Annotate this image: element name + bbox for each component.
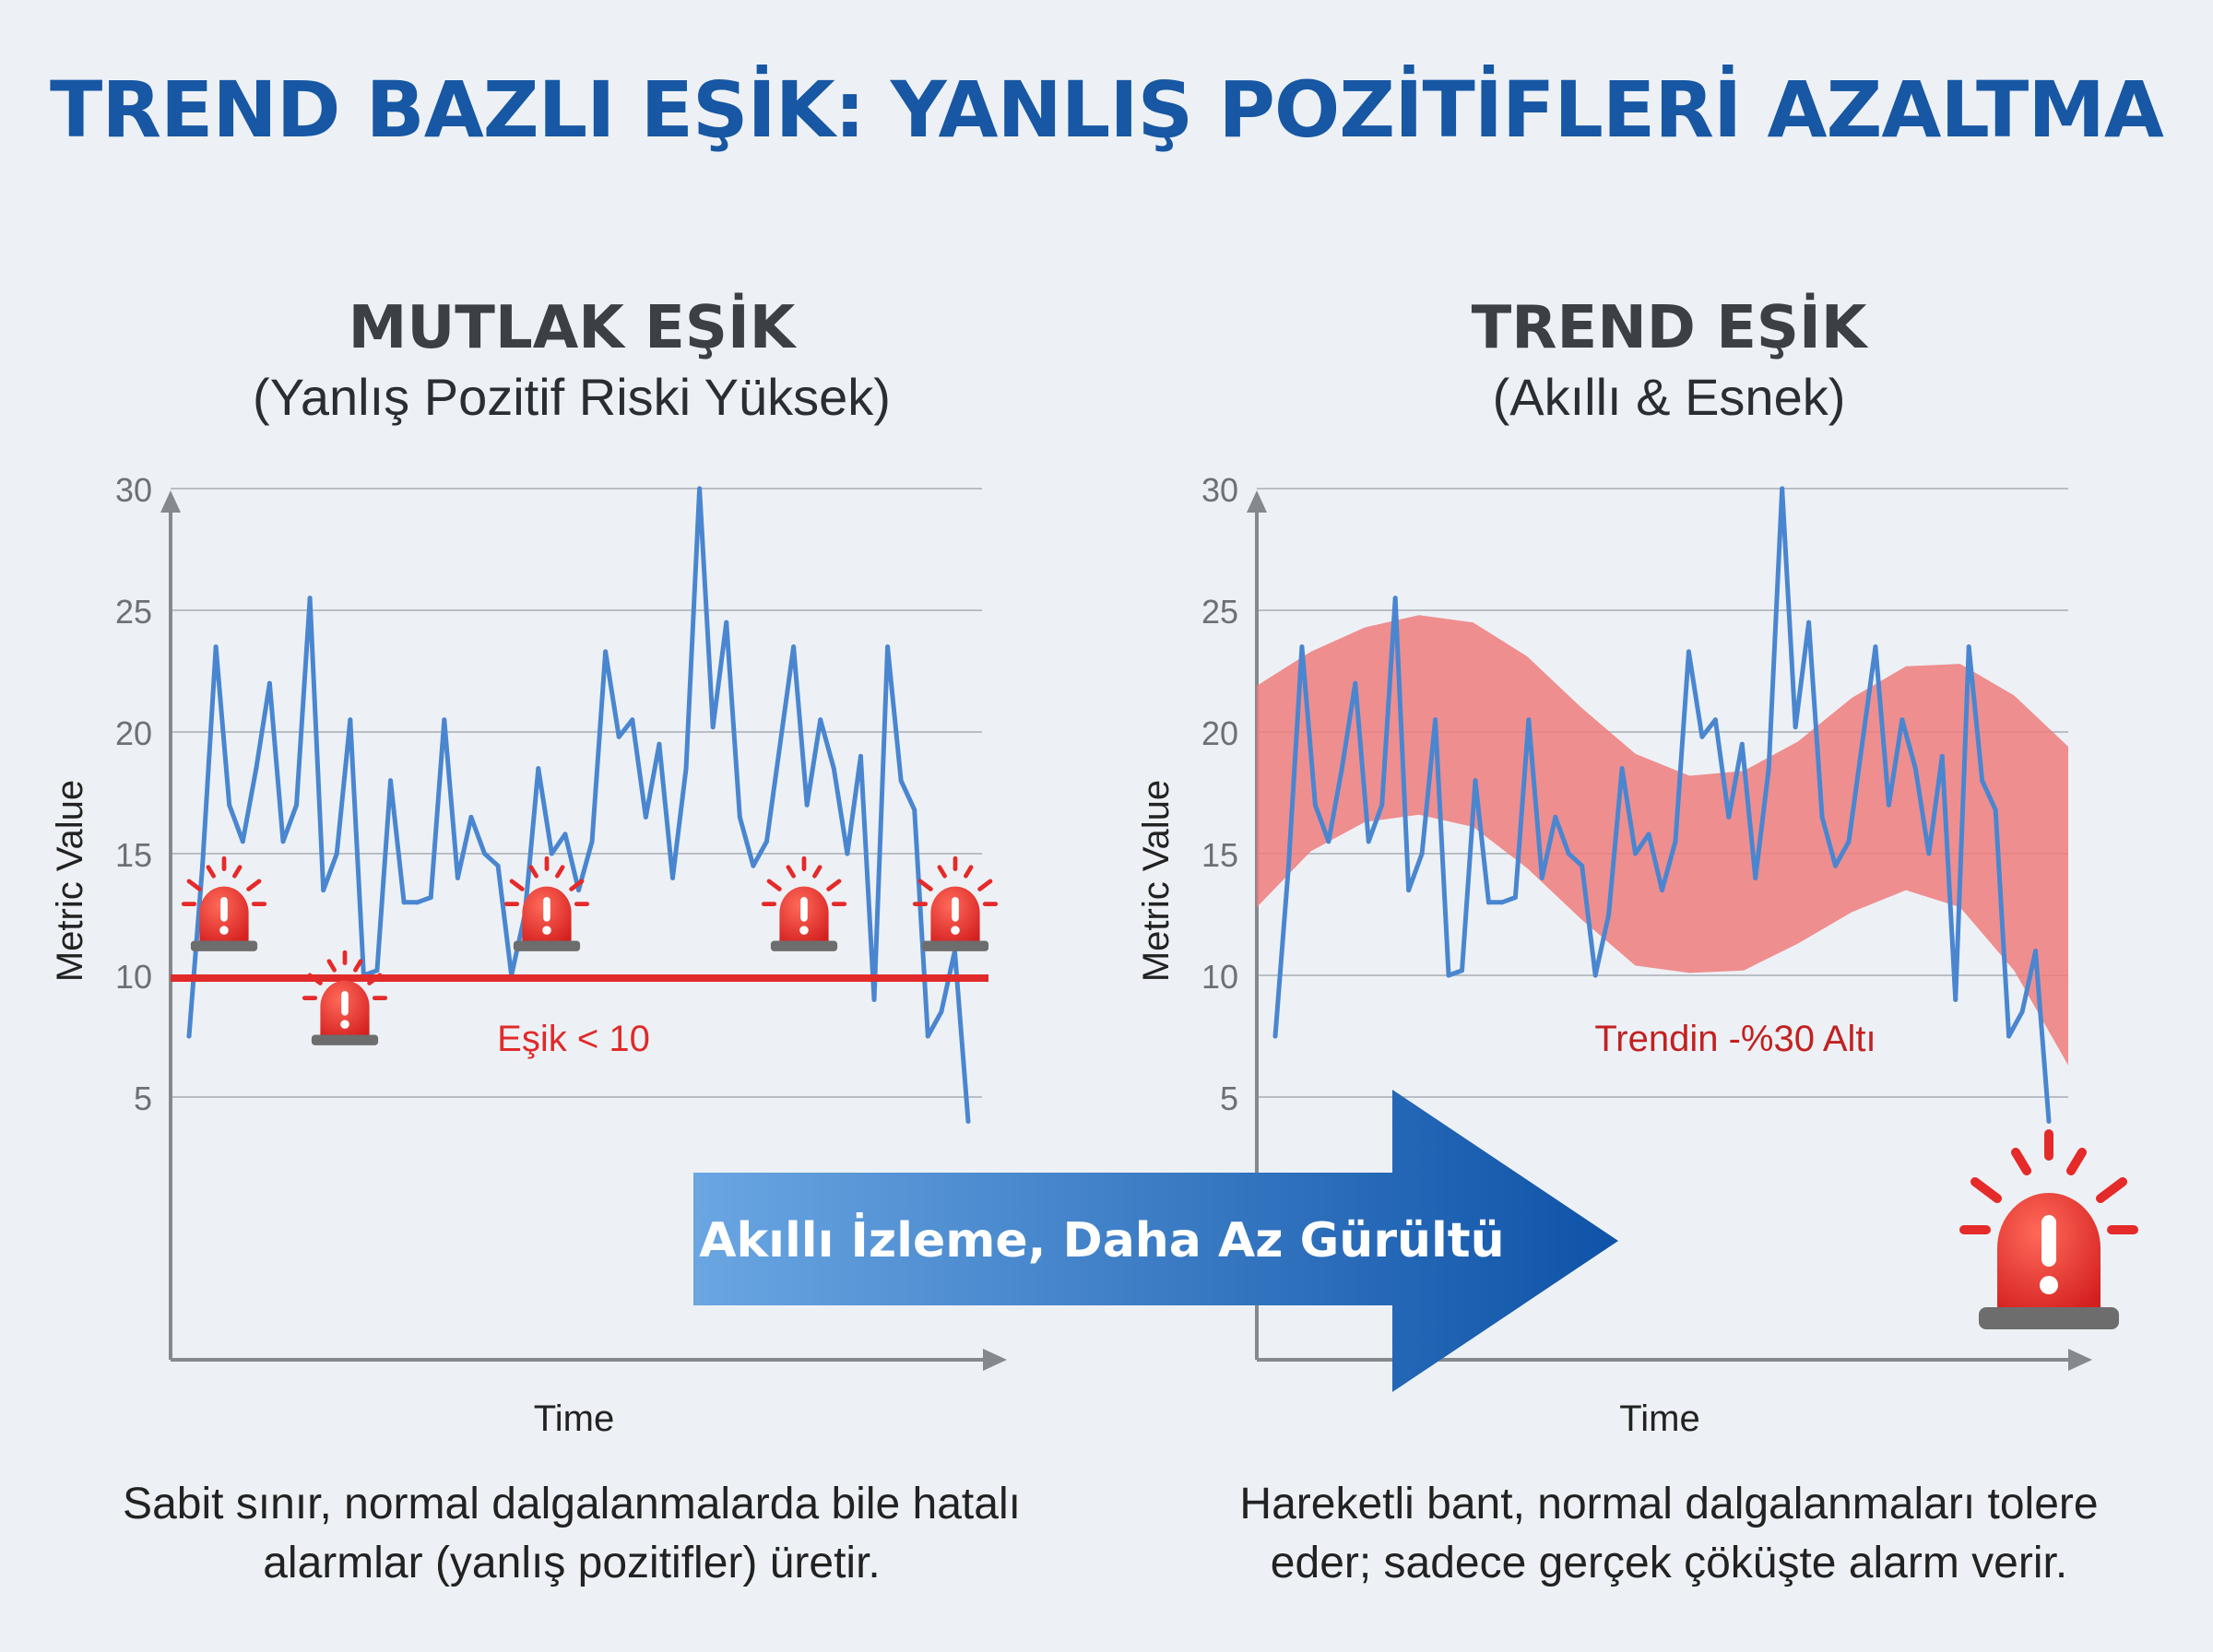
data-point <box>738 815 742 820</box>
right-panel-subtitle: (Akıllı & Esnek) <box>1492 368 1846 426</box>
data-point <box>2047 1119 2052 1124</box>
data-point <box>1673 839 1677 844</box>
y-tick-label: 10 <box>1201 958 1238 996</box>
data-point <box>617 735 621 739</box>
y-axis-label: Metric Value <box>1136 779 1177 983</box>
alarm-ray <box>557 867 562 877</box>
alarm-base <box>922 941 988 951</box>
alarm-base <box>514 941 580 951</box>
data-point <box>388 778 393 783</box>
data-point <box>1633 852 1638 856</box>
data-point <box>550 852 554 856</box>
data-point <box>1447 974 1451 978</box>
data-point <box>657 742 661 747</box>
data-point <box>402 900 407 904</box>
data-point <box>2033 949 2038 953</box>
alarm-exclamation <box>543 897 550 922</box>
data-point <box>241 839 245 844</box>
data-point <box>1326 839 1331 844</box>
data-point <box>1606 913 1611 917</box>
data-point <box>415 900 420 904</box>
right-panel-title: TREND EŞİK <box>1471 294 1867 362</box>
y-tick-label: 10 <box>114 958 152 996</box>
alarm-ray <box>829 881 839 890</box>
data-point <box>1887 803 1891 808</box>
alarm-ray <box>355 962 361 971</box>
data-point <box>724 620 728 625</box>
y-tick-label: 5 <box>133 1080 152 1117</box>
alarm-siren-icon <box>763 858 844 951</box>
data-point <box>630 717 634 722</box>
data-point <box>496 864 501 868</box>
y-tick-label: 5 <box>1219 1080 1238 1117</box>
alarm-exclamation-dot <box>799 926 809 935</box>
data-point <box>482 852 487 856</box>
alarm-ray <box>965 867 971 877</box>
data-point <box>254 766 258 771</box>
data-point <box>429 895 433 900</box>
data-point <box>1740 742 1745 747</box>
data-point <box>1593 974 1598 978</box>
data-point <box>791 644 796 649</box>
data-point <box>1647 832 1651 836</box>
alarm-base <box>771 941 837 951</box>
data-point <box>1980 778 1984 783</box>
y-tick-label: 15 <box>114 836 152 874</box>
data-point <box>1699 735 1704 739</box>
alarm-ray <box>531 867 537 877</box>
y-tick-label: 25 <box>1201 593 1238 631</box>
data-point <box>1499 900 1504 904</box>
alarm-ray <box>788 867 794 877</box>
alarm-ray <box>769 881 779 890</box>
data-point <box>1780 487 1784 491</box>
data-point <box>1847 839 1852 844</box>
y-tick-label: 30 <box>1201 471 1238 509</box>
alarm-ray <box>329 962 335 971</box>
data-point <box>939 1009 943 1014</box>
alarm-siren-icon <box>1964 1134 2134 1329</box>
alarm-ray <box>512 881 522 890</box>
alarm-ray <box>2016 1152 2027 1171</box>
alarm-siren-icon <box>304 952 385 1045</box>
data-point <box>1273 1034 1278 1039</box>
data-point <box>1299 644 1304 649</box>
alarm-exclamation <box>800 897 808 922</box>
alarm-ray <box>234 867 240 877</box>
alarm-exclamation-dot <box>2040 1276 2058 1294</box>
alarm-exclamation <box>341 991 349 1016</box>
data-point <box>1433 717 1438 722</box>
data-point <box>1420 852 1425 856</box>
data-point <box>214 644 219 649</box>
alarm-exclamation-dot <box>951 926 960 935</box>
y-axis-arrowhead <box>1247 490 1267 513</box>
data-point <box>751 864 755 868</box>
data-point <box>442 717 446 722</box>
data-point <box>697 487 702 491</box>
band-label: Trendin -%30 Altı <box>1594 1019 1876 1059</box>
data-point <box>1873 644 1877 649</box>
data-point <box>1953 997 1958 1002</box>
data-point <box>1313 803 1318 808</box>
data-point <box>684 766 689 771</box>
data-point <box>1994 808 1998 812</box>
data-point <box>294 803 299 808</box>
data-point <box>644 815 648 820</box>
data-point <box>1860 742 1864 747</box>
alarm-exclamation-dot <box>219 926 229 935</box>
data-point <box>576 888 581 892</box>
data-point <box>1367 839 1371 844</box>
alarm-ray <box>1975 1182 1997 1198</box>
data-point <box>670 876 675 880</box>
left-description: Sabit sınır, normal dalgalanmalarda bile hatalı alarmlar (yanlış pozitifler) üretir. <box>123 1480 1021 1587</box>
alarm-ray <box>249 881 259 890</box>
data-point <box>926 1034 930 1039</box>
data-point <box>187 1034 192 1039</box>
data-point <box>764 839 769 844</box>
data-point <box>872 997 877 1002</box>
data-point <box>1553 815 1557 820</box>
y-tick-label: 15 <box>1201 836 1238 874</box>
alarm-siren-icon <box>915 858 995 951</box>
data-point <box>1967 644 1971 649</box>
data-point <box>590 839 595 844</box>
data-point <box>1686 649 1691 654</box>
data-point <box>562 832 567 836</box>
data-point <box>374 968 379 973</box>
alarm-ray <box>2101 1182 2123 1198</box>
data-point <box>1767 766 1771 771</box>
alarm-exclamation <box>2041 1215 2056 1267</box>
data-point <box>1940 754 1945 759</box>
data-point <box>1486 900 1491 904</box>
x-axis-label: Time <box>1619 1398 1700 1439</box>
data-point <box>1406 888 1411 892</box>
data-point <box>1460 968 1464 973</box>
data-point <box>1833 864 1838 868</box>
data-point <box>1820 815 1825 820</box>
data-point <box>1353 681 1357 686</box>
data-point <box>1713 717 1718 722</box>
alarm-exclamation <box>952 897 959 922</box>
left-panel-subtitle: (Yanlış Pozitif Riski Yüksek) <box>253 368 891 426</box>
data-point <box>536 766 540 771</box>
data-point <box>1806 620 1811 625</box>
data-point <box>2020 1009 2025 1014</box>
x-axis-arrowhead <box>983 1349 1007 1371</box>
main-title: TREND BAZLI EŞİK: YANLIŞ POZİTİFLERİ AZALTMA <box>50 65 2163 155</box>
y-axis-label: Metric Value <box>50 779 90 983</box>
data-point <box>1753 876 1757 880</box>
data-point <box>603 649 608 654</box>
data-point <box>1913 766 1918 771</box>
threshold-label: Eşik < 10 <box>497 1019 650 1059</box>
data-point <box>308 596 313 600</box>
alarm-exclamation-dot <box>340 1020 349 1029</box>
data-point <box>335 852 339 856</box>
data-point <box>1580 864 1584 868</box>
data-point <box>1473 778 1477 783</box>
data-point <box>966 1119 971 1124</box>
data-point <box>778 742 783 747</box>
alarm-ray <box>920 881 930 890</box>
data-point <box>267 681 272 686</box>
x-axis-arrowhead <box>2068 1349 2092 1371</box>
arrow-label: Akıllı İzleme, Daha Az Gürültü <box>699 1213 1505 1268</box>
data-point <box>1793 725 1798 729</box>
data-point <box>1286 864 1291 868</box>
data-point <box>1393 596 1398 600</box>
data-point <box>1513 895 1518 900</box>
alarm-exclamation-dot <box>542 926 551 935</box>
alarm-ray <box>189 881 199 890</box>
data-point <box>1540 876 1544 880</box>
y-tick-label: 30 <box>114 471 152 509</box>
data-point <box>858 754 863 759</box>
y-axis-arrowhead <box>160 490 181 513</box>
data-point <box>1660 888 1664 892</box>
data-point <box>1726 815 1731 820</box>
data-point <box>1926 852 1931 856</box>
data-point <box>280 839 285 844</box>
alarm-ray <box>980 881 990 890</box>
y-tick-label: 20 <box>114 714 152 752</box>
data-point <box>1899 717 1904 722</box>
data-point <box>912 808 917 812</box>
data-point <box>1379 803 1384 808</box>
data-point <box>1620 766 1625 771</box>
data-point <box>899 778 904 783</box>
data-point <box>805 803 810 808</box>
alarm-ray <box>2071 1152 2082 1171</box>
data-point <box>200 864 205 868</box>
y-tick-label: 25 <box>114 593 152 631</box>
alarm-base <box>1979 1307 2119 1329</box>
left-panel-title: MUTLAK EŞİK <box>348 294 796 362</box>
data-point <box>456 876 460 880</box>
data-point <box>711 725 716 729</box>
data-point <box>1526 717 1531 722</box>
transition-arrow <box>693 1090 1618 1392</box>
data-point <box>2006 1034 2011 1039</box>
data-point <box>227 803 231 808</box>
alarm-ray <box>814 867 820 877</box>
data-point <box>885 644 890 649</box>
data-point <box>832 766 836 771</box>
x-axis-label: Time <box>533 1398 615 1439</box>
alarm-ray <box>940 867 945 877</box>
alarm-exclamation <box>220 897 228 922</box>
right-description: Hareketli bant, normal dalgalanmaları tolere eder; sadece gerçek çöküşte alarm verir. <box>1239 1480 2099 1587</box>
data-point <box>818 717 822 722</box>
alarm-base <box>191 941 257 951</box>
data-point <box>468 815 473 820</box>
data-point <box>845 852 849 856</box>
y-tick-label: 20 <box>1201 714 1238 752</box>
data-point <box>348 717 352 722</box>
alarm-base <box>312 1035 378 1045</box>
data-point <box>1340 766 1344 771</box>
alarm-ray <box>208 867 214 877</box>
data-point <box>321 888 325 892</box>
data-point <box>1567 852 1571 856</box>
